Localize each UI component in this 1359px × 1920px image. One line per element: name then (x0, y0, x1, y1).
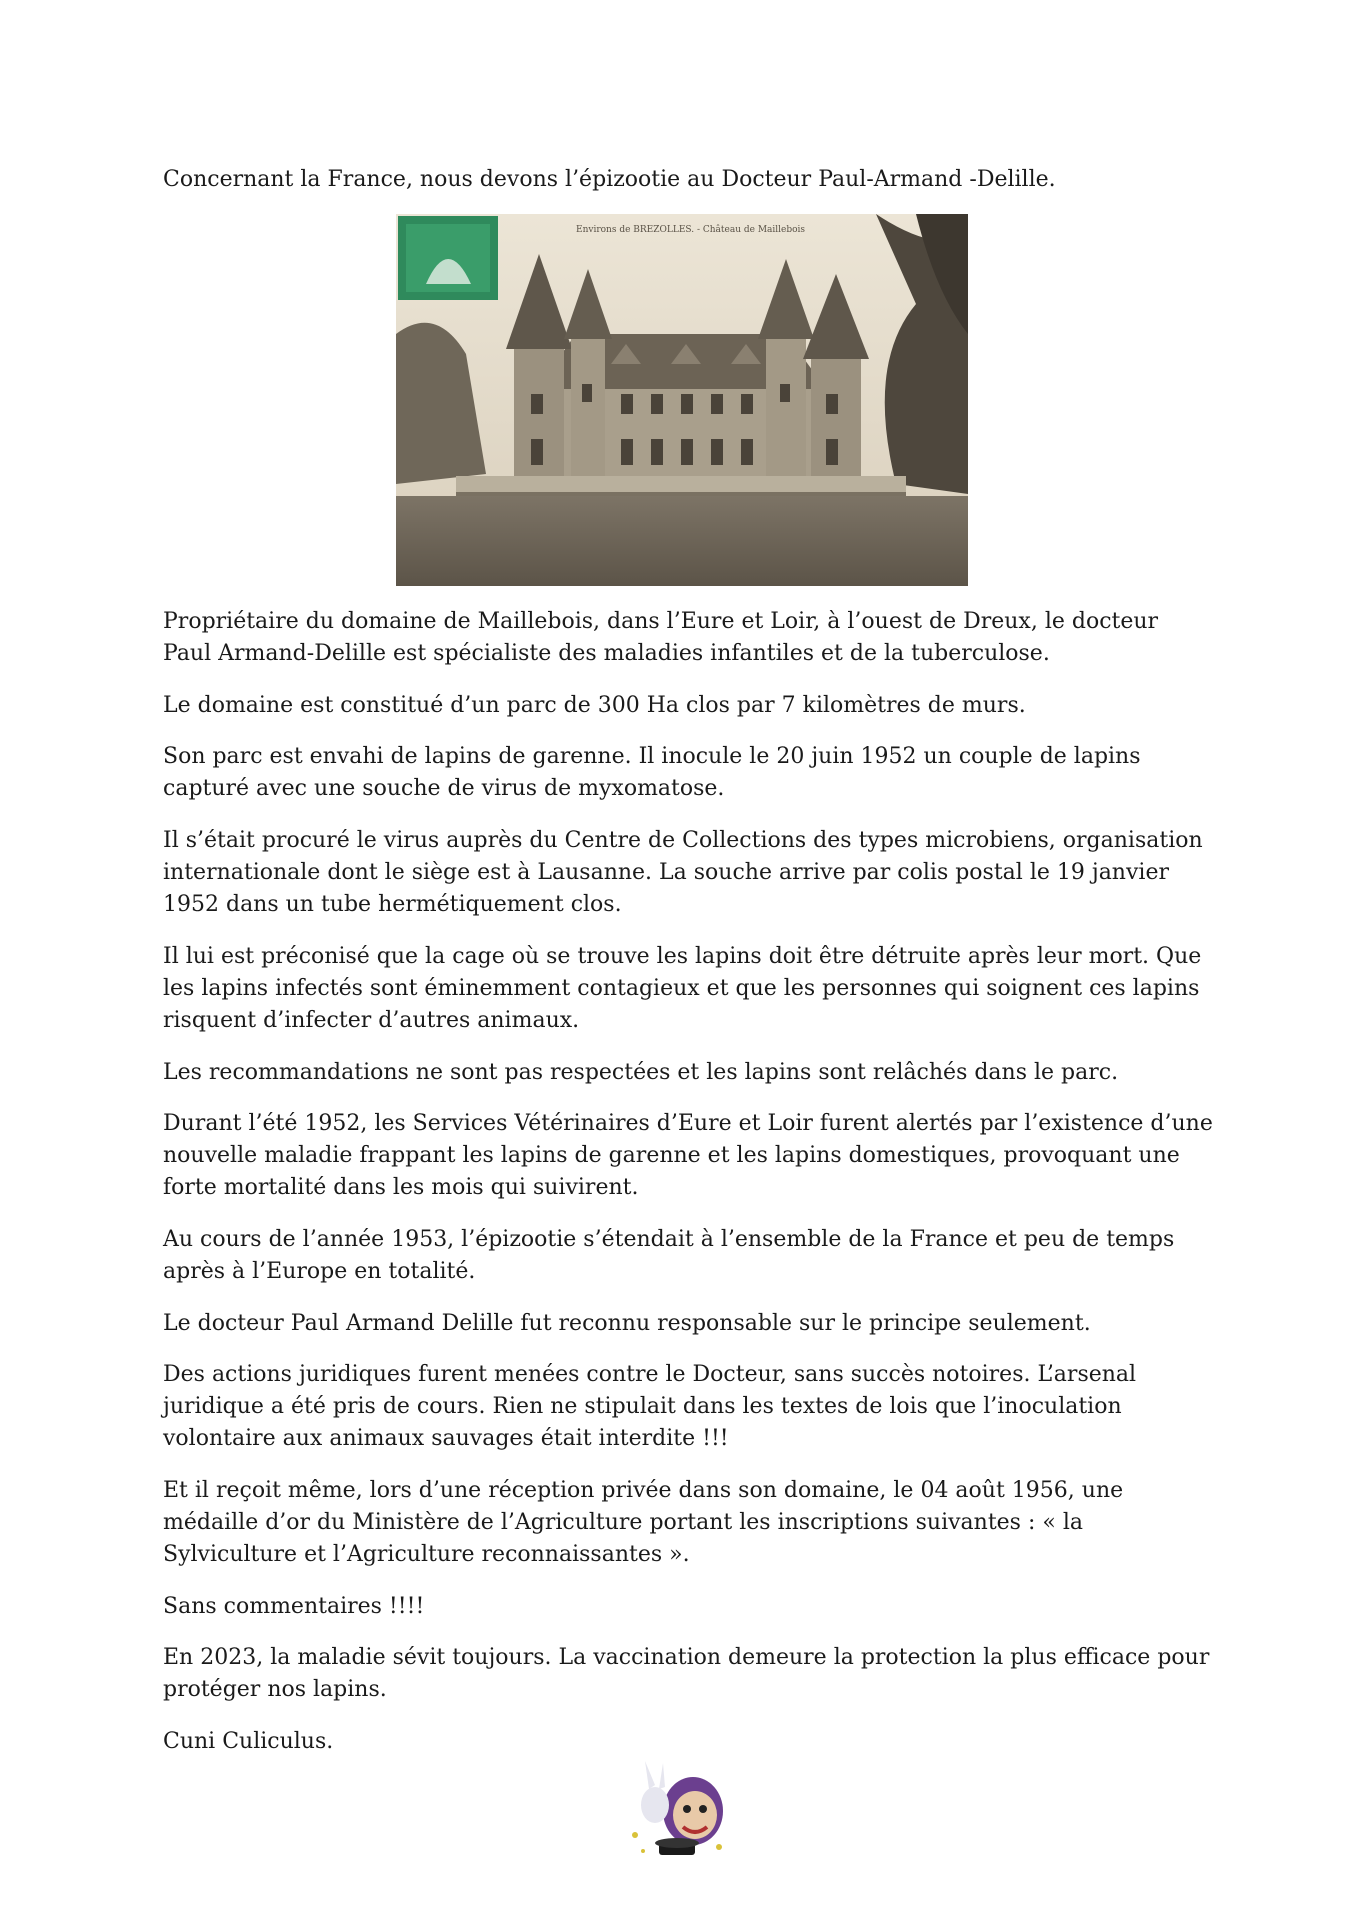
paragraph-summer-1952: Durant l’été 1952, les Services Vétérinaires d’Eure et Loir furent alertés par l’existence d’une nouvelle maladie frappant les lapins de garenne et les lapins domestiques, provoquant une forte mortalité dans les mois qui suivirent. (163, 1111, 1213, 1200)
paragraph-recommendation: Il lui est préconisé que la cage où se trouve les lapins doit être détruite après leur mort. Que les lapins infectés sont éminemment contagieux et que les personnes qui soignent ces lapins risquent d’infecter d’autres animaux. (163, 944, 1202, 1033)
postcard-caption: Environs de BREZOLLES. - Château de Maillebois (576, 225, 806, 235)
paragraph-released: Les recommandations ne sont pas respectées et les lapins sont relâchés dans le parc. (163, 1060, 1119, 1085)
paragraph-2023: En 2023, la maladie sévit toujours. La vaccination demeure la protection la plus efficace pour protéger nos lapins. (163, 1645, 1210, 1702)
paragraph-signature: Cuni Culiculus. (163, 1729, 334, 1754)
paragraph-comment: Sans commentaires !!!! (163, 1594, 425, 1619)
cartoon-rabbit-logo (615, 1755, 735, 1873)
paragraph-1953: Au cours de l’année 1953, l’épizootie s’étendait à l’ensemble de la France et peu de temps après à l’Europe en totalité. (163, 1227, 1175, 1284)
paragraph-owner: Propriétaire du domaine de Maillebois, dans l’Eure et Loir, à l’ouest de Dreux, le docteur Paul Armand-Delille est spécialiste des maladies infantiles et de la tuberculose. (163, 609, 1159, 666)
paragraph-medal: Et il reçoit même, lors d’une réception privée dans son domaine, le 04 août 1956, une médaille d’or du Ministère de l’Agriculture portant les inscriptions suivantes : « la Sylviculture et l’Agriculture reconnaissantes ». (163, 1478, 1124, 1567)
paragraph-park: Son parc est envahi de lapins de garenne. Il inocule le 20 juin 1952 un couple de lapins capturé avec une souche de virus de myxomatose. (163, 744, 1141, 801)
paragraph-responsible: Le docteur Paul Armand Delille fut reconnu responsable sur le principe seulement. (163, 1311, 1091, 1336)
paragraph-virus-source: Il s’était procuré le virus auprès du Centre de Collections des types microbiens, organisation internationale dont le siège est à Lausanne. La souche arrive par colis postal le 19 janvier 1952 dans un tube hermétiquement clos. (163, 828, 1203, 917)
paragraph-legal: Des actions juridiques furent menées contre le Docteur, sans succès notoires. L’arsenal juridique a été pris de cours. Rien ne stipulait dans les textes de lois que l’inoculation volontaire aux animaux sauvages était interdite !!! (163, 1362, 1137, 1451)
paragraph-domain: Le domaine est constitué d’un parc de 300 Ha clos par 7 kilomètres de murs. (163, 693, 1026, 718)
paragraph-intro: Concernant la France, nous devons l’épizootie au Docteur Paul-Armand -Delille. (163, 167, 1056, 192)
chateau-postcard-image (396, 214, 968, 586)
